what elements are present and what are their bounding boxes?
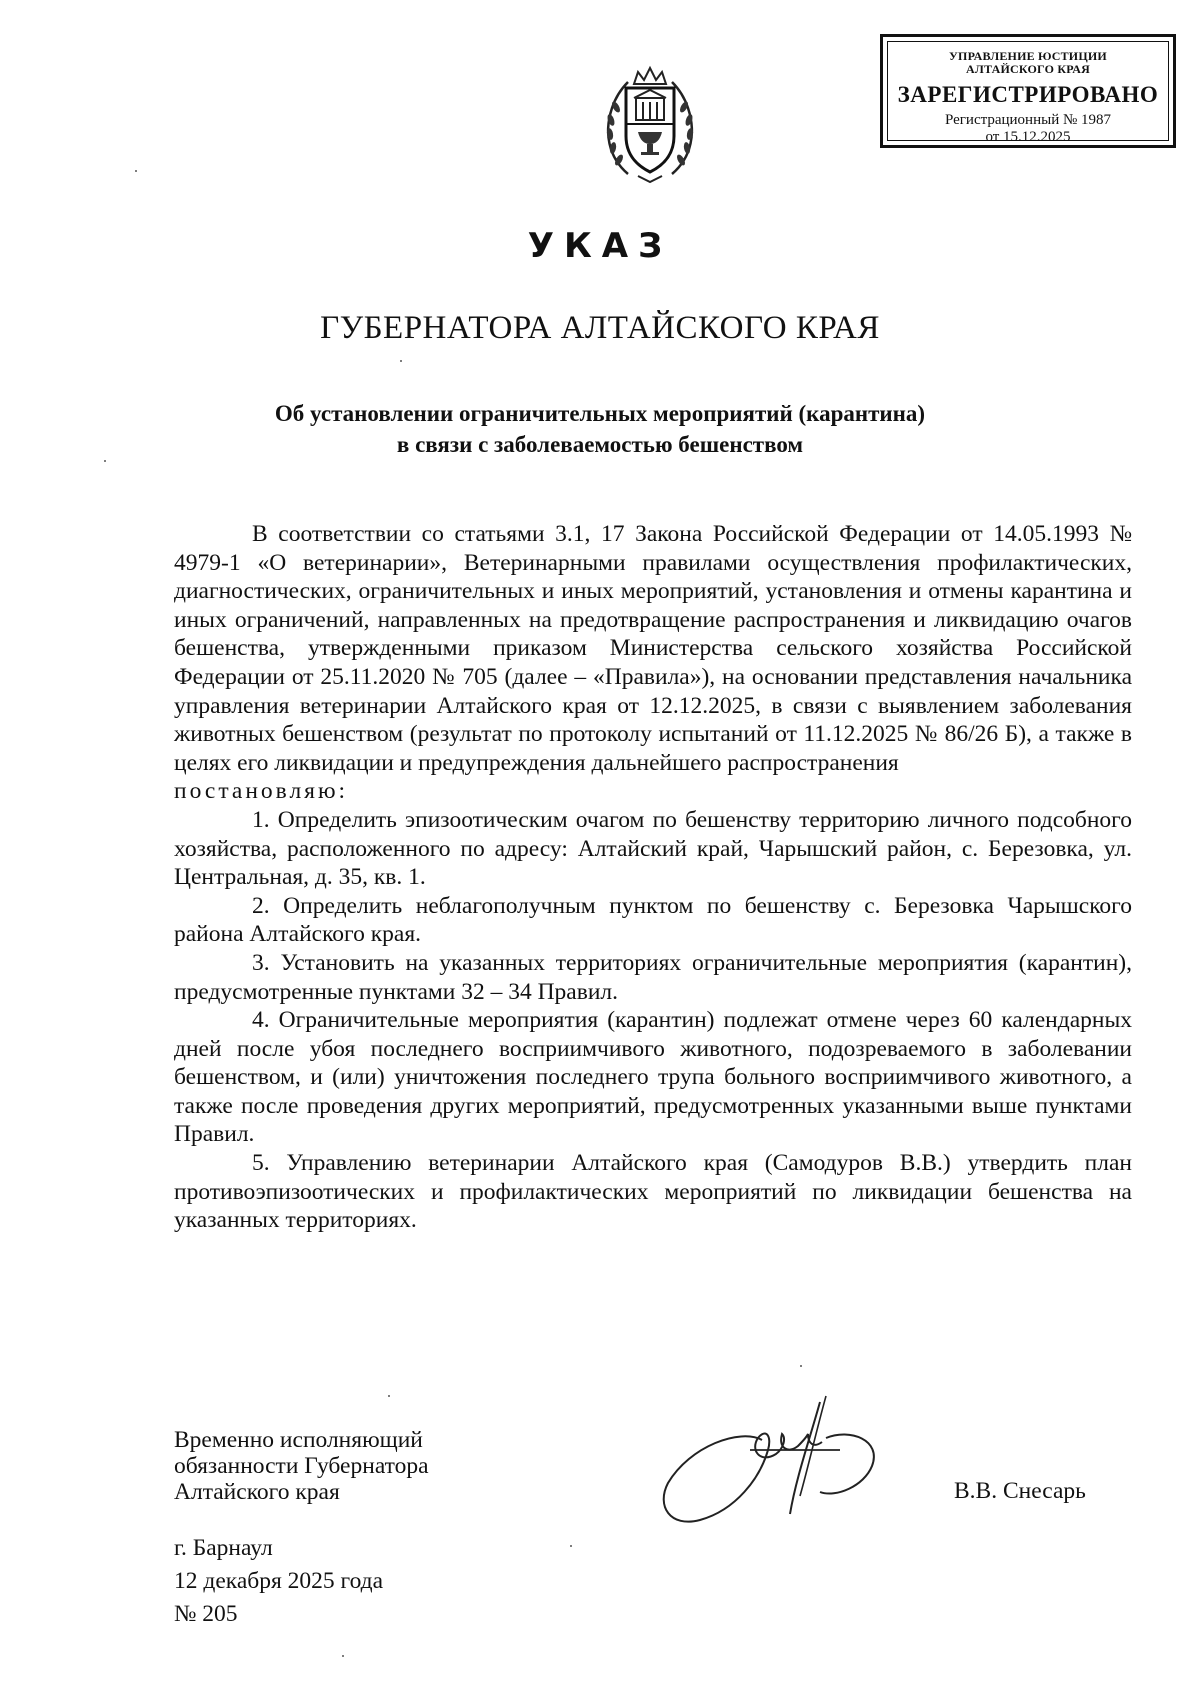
document-subject (0, 398, 1200, 460)
decree-item-4: 4. Ограничительные мероприятия (карантин) подлежат отмене через 60 календарных дней после убоя последнего восприимчивого животного, подозреваемого в заболевании бешенством, и (или) уничтожения последнего трупа больного восприимчивого животного, а также после проведения других мероприятий, предусмотренных указанными выше пунктами Правил. (174, 1007, 1132, 1148)
stamp-registration-date: от 15.12.2025 (985, 129, 1071, 145)
stamp-organization-line1: УПРАВЛЕНИЕ ЮСТИЦИИ (949, 49, 1107, 63)
document-type-title: УКАЗ (527, 226, 673, 266)
scan-speck (570, 1545, 572, 1547)
handwritten-signature-icon (650, 1388, 900, 1538)
signer-role (174, 1427, 429, 1505)
stamp-status: ЗАРЕГИСТРИРОВАНО (897, 82, 1159, 107)
decree-item-2: 2. Определить неблагополучным пунктом по бешенству с. Березовка Чарышского района Алтайского края. (174, 892, 1132, 948)
document-body (174, 520, 1132, 1235)
subject-line2: в связи с заболеваемостью бешенством (396, 432, 804, 457)
subject-line1: Об установлении ограничительных мероприятий (карантина) (274, 401, 926, 426)
city: г. Барнаул (174, 1535, 273, 1561)
document-issuer: ГУБЕРНАТОРА АЛТАЙСКОГО КРАЯ (320, 310, 880, 346)
scan-speck (104, 460, 106, 462)
preamble-paragraph: В соответствии со статьями 3.1, 17 Закона Российской Федерации от 14.05.1993 № 4979-1 «О ветеринарии», Ветеринарными правилами осуществления профилактических, диагностических, ограничительных и иных мероприятий, установления и отмены карантина и иных ограничений, направленных на предотвращение распространения и ликвидацию очагов бешенства, утвержденными приказом Министерства сельского хозяйства Российской Федерации от 25.11.2020 № 705 (далее – «Правила»), на основании представления начальника управления ветеринарии Алтайского края от 12.12.2025, в связи с выявлением заболевания животных бешенством (результат по протоколу испытаний от 11.12.2025 № 86/26 Б), а также в целях его ликвидации и предупреждения дальнейшего распространения (174, 521, 1132, 776)
decree-item-5: 5. Управлению ветеринарии Алтайского края (Самодуров В.В.) утвердить план противоэпизоотических и профилактических мероприятий по ликвидации бешенства на указанных территориях. (174, 1150, 1132, 1234)
decree-word: постановляю: (174, 778, 349, 805)
decree-item-1: 1. Определить эпизоотическим очагом по бешенству территорию личного подсобного хозяйства, расположенного по адресу: Алтайский край, Чарышский район, с. Березовка, ул. Центральная, д. 35, кв. 1. (174, 806, 1132, 891)
scan-speck (135, 170, 137, 172)
stamp-organization-line2: АЛТАЙСКОГО КРАЯ (966, 62, 1090, 76)
stamp-registration-number: Регистрационный № 1987 (944, 112, 1112, 128)
decree-item-3: 3. Установить на указанных территориях ограничительные мероприятия (карантин), предусмотренные пунктами 32 – 34 Правил. (174, 949, 1132, 1005)
stamp-organization (888, 50, 1168, 76)
signer-role-line2: обязанности Губернатора (174, 1453, 429, 1479)
signer-role-line1: Временно исполняющий (174, 1427, 423, 1453)
altai-krai-coat-of-arms-icon (598, 62, 702, 190)
decree-number: № 205 (174, 1601, 238, 1627)
place-date-number (174, 1532, 383, 1631)
stamp-inner-frame (887, 41, 1169, 145)
scan-speck (388, 1395, 390, 1397)
scan-speck (800, 1365, 802, 1367)
decree-date: 12 декабря 2025 года (174, 1568, 384, 1594)
scan-speck (400, 360, 402, 362)
registration-stamp (880, 34, 1176, 148)
signer-name: В.В. Снесарь (954, 1478, 1086, 1504)
signer-role-line3: Алтайского края (174, 1479, 340, 1505)
scan-speck (342, 1655, 344, 1657)
